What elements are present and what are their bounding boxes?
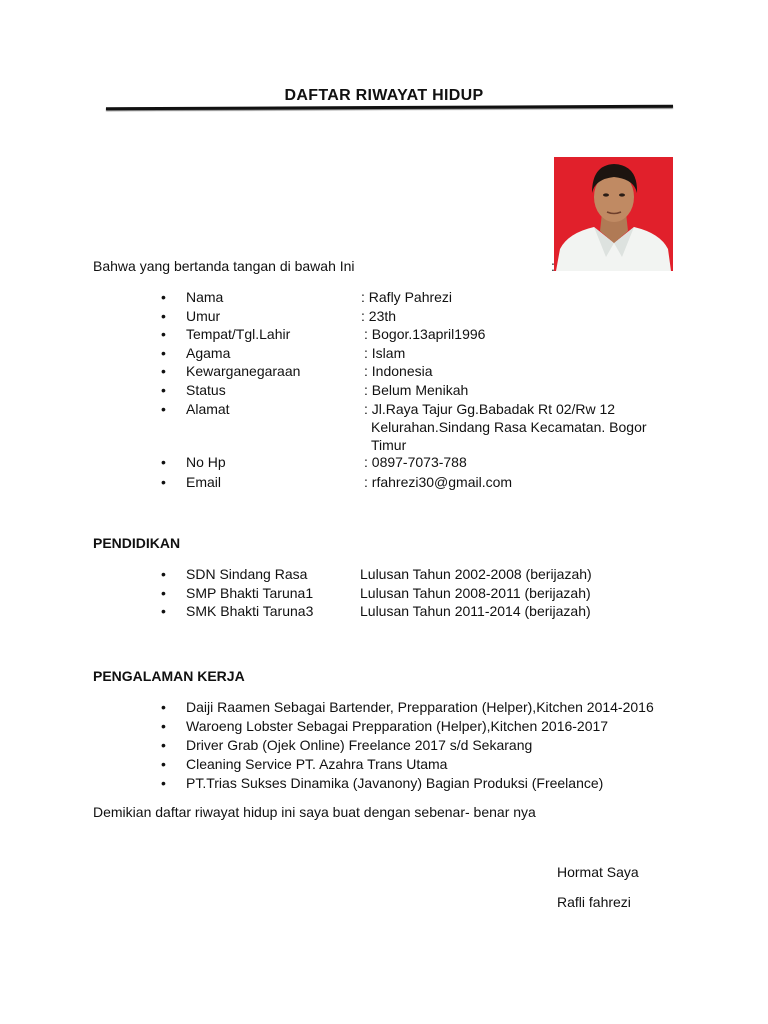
field-label: Alamat [186, 401, 230, 417]
field-value: : 23th [361, 308, 397, 324]
bullet: • [161, 308, 166, 324]
closing-statement: Demikian daftar riwayat hidup ini saya buat dengan sebenar- benar nya [93, 804, 536, 820]
school-name: SMK Bhakti Taruna3 [186, 603, 314, 619]
bullet: • [161, 756, 166, 772]
bullet: • [161, 326, 166, 342]
bullet: • [161, 603, 166, 619]
intro-text: Bahwa yang bertanda tangan di bawah Ini [93, 258, 355, 274]
graduation-years: Lulusan Tahun 2011-2014 (berijazah) [360, 603, 591, 619]
list-item [0, 454, 768, 473]
list-item [0, 308, 768, 327]
list-item [0, 718, 768, 737]
list-item [0, 566, 768, 585]
bullet: • [161, 775, 166, 791]
title-underline [106, 105, 673, 110]
job-entry: Daiji Raamen Sebagai Bartender, Prepparation (Helper),Kitchen 2014-2016 [186, 699, 654, 715]
field-value: : Belum Menikah [364, 382, 469, 398]
bullet: • [161, 454, 166, 470]
profile-photo [554, 157, 673, 271]
bullet: • [161, 718, 166, 734]
bullet: • [161, 345, 166, 361]
list-item [0, 699, 768, 718]
field-value: : Islam [364, 345, 406, 361]
page-title: DAFTAR RIWAYAT HIDUP [284, 87, 484, 104]
field-label: Umur [186, 308, 221, 324]
school-name: SDN Sindang Rasa [186, 566, 308, 582]
graduation-years: Lulusan Tahun 2008-2011 (berijazah) [360, 585, 591, 601]
list-item [0, 326, 768, 345]
field-label: Email [186, 474, 222, 490]
school-name: SMP Bhakti Taruna1 [186, 585, 314, 601]
bullet: • [161, 699, 166, 715]
list-item [0, 603, 768, 622]
field-value-continued: Kelurahan.Sindang Rasa Kecamatan. Bogor [371, 419, 647, 435]
field-value: : rfahrezi30@gmail.com [364, 474, 513, 490]
portrait-illustration [554, 157, 673, 271]
graduation-years: Lulusan Tahun 2002-2008 (berijazah) [360, 566, 592, 582]
intro-colon: : [551, 258, 555, 274]
field-label: No Hp [186, 454, 226, 470]
bullet: • [161, 566, 166, 582]
job-entry: Waroeng Lobster Sebagai Prepparation (Helper),Kitchen 2016-2017 [186, 718, 609, 734]
bullet: • [161, 401, 166, 417]
list-item [0, 756, 768, 775]
list-item [0, 363, 768, 382]
job-entry: Driver Grab (Ojek Online) Freelance 2017 s/d Sekarang [186, 737, 533, 753]
field-value-continued: Timur [371, 437, 407, 453]
education-heading: PENDIDIKAN [93, 535, 181, 551]
field-label: Tempat/Tgl.Lahir [186, 326, 291, 342]
list-item [0, 382, 768, 401]
signatory-name: Rafli fahrezi [557, 894, 631, 910]
list-item [0, 474, 768, 493]
list-item [0, 585, 768, 604]
field-label: Agama [186, 345, 231, 361]
field-value: : Bogor.13april1996 [364, 326, 486, 342]
list-item [0, 775, 768, 794]
field-label: Nama [186, 289, 224, 305]
field-value: : Jl.Raya Tajur Gg.Babadak Rt 02/Rw 12 [364, 401, 616, 417]
job-entry: PT.Trias Sukses Dinamika (Javanony) Bagian Produksi (Freelance) [186, 775, 604, 791]
bullet: • [161, 737, 166, 753]
bullet: • [161, 382, 166, 398]
field-value: : Indonesia [364, 363, 433, 379]
regards-text: Hormat Saya [557, 864, 639, 880]
field-label: Kewarganegaraan [186, 363, 301, 379]
bullet: • [161, 474, 166, 490]
bullet: • [161, 289, 166, 305]
list-item [0, 345, 768, 364]
list-item [0, 737, 768, 756]
field-value: : 0897-7073-788 [364, 454, 467, 470]
list-item [0, 401, 768, 457]
job-entry: Cleaning Service PT. Azahra Trans Utama [186, 756, 448, 772]
field-value: : Rafly Pahrezi [361, 289, 453, 305]
experience-heading: PENGALAMAN KERJA [93, 668, 245, 684]
list-item [0, 289, 768, 308]
bullet: • [161, 363, 166, 379]
field-label: Status [186, 382, 226, 398]
bullet: • [161, 585, 166, 601]
